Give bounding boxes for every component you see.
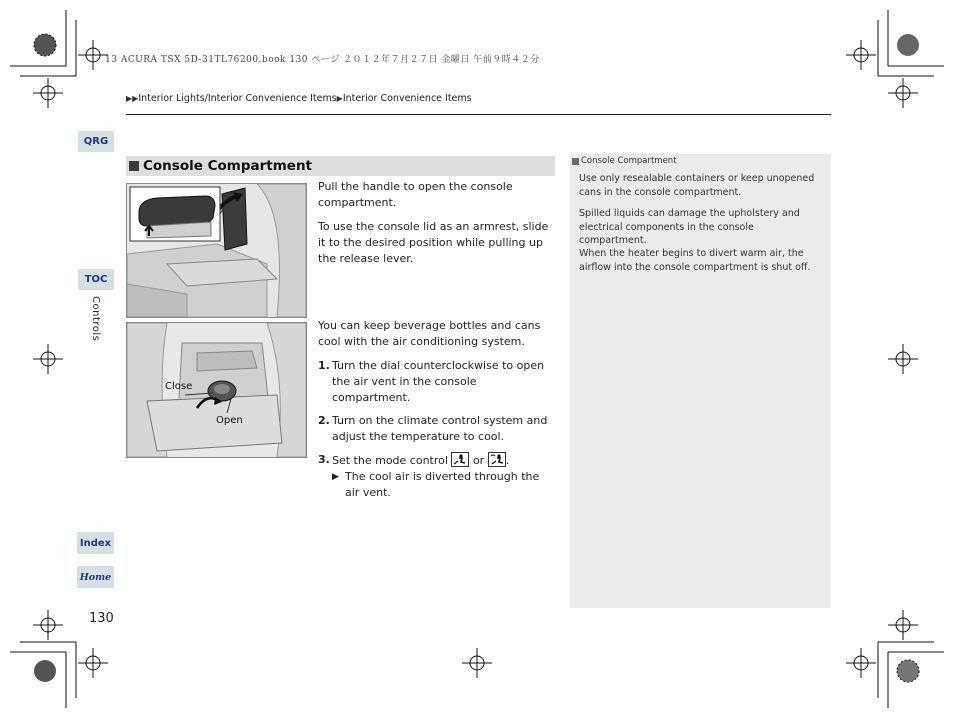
list-item [318,413,556,445]
note-reference-icon [572,158,579,165]
paragraph: To use the console lid as an armrest, slide it to the desired position while pulling up the release lever. [318,220,549,265]
breadcrumb-link-convenience[interactable]: Interior Convenience Items [342,93,472,104]
lid-instructions [318,179,556,275]
note-1: Use only resealable containers or keep unopened cans in the console compartment. [579,173,815,198]
open-callout: Open [216,415,243,426]
console-lid-illustration [126,183,307,318]
page-number: 130 [89,611,114,626]
paragraph: You can keep beverage bottles and cans cool with the air conditioning system. [318,319,541,348]
result-arrow-icon: ▶ [332,472,339,482]
floor-mode-icon [451,452,469,467]
note-3: When the heater begins to divert warm air, the airflow into the console compartment is shut off. [579,248,811,273]
section-title: Console Compartment [143,158,313,174]
section-tab-label: Controls [90,296,101,342]
heading-square-icon [129,161,139,171]
floor-defrost-mode-icon [488,452,506,467]
step-text: Turn on the climate control system and adjust the temperature to cool. [332,414,548,443]
paragraph: Pull the handle to open the console compartment. [318,180,513,209]
list-item [318,452,556,469]
breadcrumb-separator-icon: ▶ [336,94,343,103]
breadcrumb-link-lights[interactable]: Interior Lights/Interior Convenience Items [138,93,337,104]
notes-title: Console Compartment [581,156,677,166]
notes-heading [572,156,677,166]
note-2: Spilled liquids can damage the upholstery and electrical components in the console compartment. [579,208,800,246]
step-number: 3. [318,453,330,466]
index-button[interactable]: Index [77,532,114,554]
breadcrumb-arrow-icon: ▶▶ [126,94,139,103]
step-number: 2. [318,414,330,427]
breadcrumb [126,93,472,104]
result-text: The cool air is diverted through the air vent. [345,470,540,499]
qrg-button[interactable]: QRG [78,131,114,152]
close-callout: Close [165,381,193,392]
list-item [318,358,556,406]
air-vent-illustration [126,322,307,458]
step-number: 1. [318,359,330,372]
cooling-instructions [318,318,556,501]
print-info: 13 ACURA TSX 5D-31TL76200.book 130 ページ ２０１２年７月２７日 金曜日 午前９時４２分 [105,55,540,65]
header-rule [126,114,831,115]
section-heading [126,156,555,176]
step-text: Turn the dial counterclockwise to open the air vent in the console compartment. [332,359,545,404]
step-result [318,469,556,501]
toc-button[interactable]: TOC [78,269,114,290]
step-text: Set the mode control or . [332,454,510,467]
home-button[interactable]: Home [77,566,114,588]
